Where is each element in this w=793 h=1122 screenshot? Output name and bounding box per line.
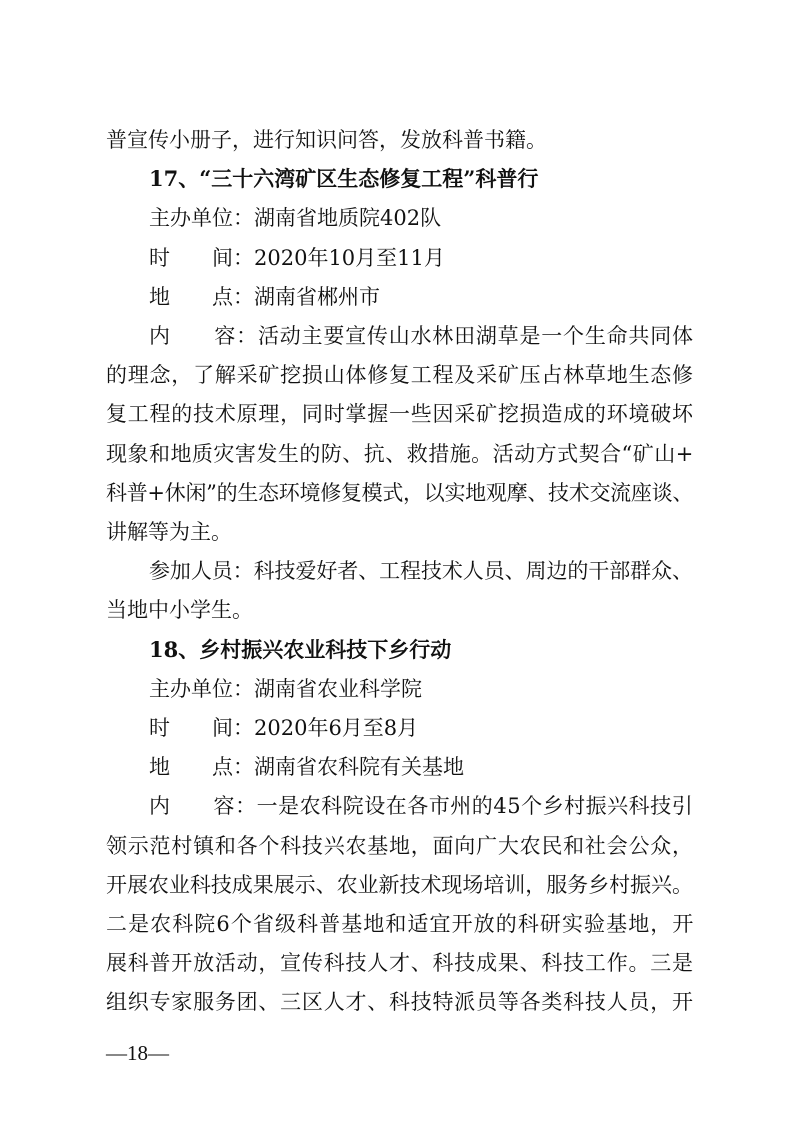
text-line: 地 点：湖南省郴州市 bbox=[149, 284, 380, 309]
text-line: 的理念，了解采矿挖损山体修复工程及采矿压占林草地生态修 bbox=[106, 363, 694, 388]
section-heading: 17、“三十六湾矿区生态修复工程”科普行 bbox=[149, 166, 539, 192]
text-line: 内 容：一是农科院设在各市州的45个乡村振兴科技引 bbox=[149, 794, 694, 819]
text-line: 当地中小学生。 bbox=[106, 598, 253, 623]
text-line: 时 间：2020年6月至8月 bbox=[149, 716, 419, 740]
text-line: 内 容：活动主要宣传山水林田湖草是一个生命共同体 bbox=[149, 324, 694, 348]
text-line: 领示范村镇和各个科技兴农基地，面向广大农民和社会公众， bbox=[106, 833, 694, 858]
text-line: 科普+休闲”的生态环境修复模式，以实地观摩、技术交流座谈、 bbox=[106, 480, 694, 505]
text-line: 复工程的技术原理，同时掌握一些因采矿挖损造成的环境破坏 bbox=[106, 402, 694, 427]
text-line: 主办单位：湖南省农业科学院 bbox=[149, 676, 422, 701]
text-line: 开展农业科技成果展示、农业新技术现场培训，服务乡村振兴。 bbox=[106, 872, 693, 897]
text-line: 二是农科院6个省级科普基地和适宜开放的科研实验基地，开 bbox=[106, 912, 695, 936]
text-line: 组织专家服务团、三区人才、科技特派员等各类科技人员，开 bbox=[106, 990, 694, 1015]
text-line: 主办单位：湖南省地质院402队 bbox=[149, 206, 442, 231]
text-line: 展科普开放活动，宣传科技人才、科技成果、科技工作。三是 bbox=[106, 951, 694, 976]
text-line: 地 点：湖南省农科院有关基地 bbox=[149, 755, 464, 780]
text-line: 现象和地质灾害发生的防、抗、救措施。活动方式契合“矿山+ bbox=[106, 441, 694, 466]
text-line: 讲解等为主。 bbox=[106, 520, 232, 544]
text-line: 参加人员：科技爱好者、工程技术人员、周边的干部群众、 bbox=[149, 559, 693, 584]
text-line: 普宣传小册子，进行知识问答，发放科普书籍。 bbox=[106, 128, 547, 152]
page-number: —18— bbox=[106, 1041, 169, 1065]
text-line: 时 间：2020年10月至11月 bbox=[149, 245, 445, 270]
section-heading: 18、乡村振兴农业科技下乡行动 bbox=[149, 636, 452, 662]
